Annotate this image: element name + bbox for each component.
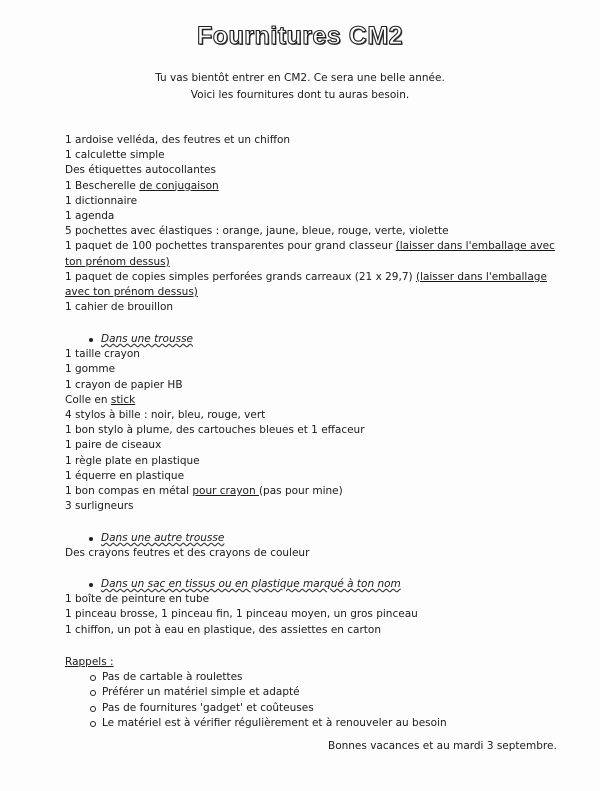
section-heading-autre-trousse: Dans une autre trousse [65, 531, 585, 546]
item-text: 1 règle plate en plastique [65, 454, 200, 467]
item-text: 1 dictionnaire [65, 194, 138, 207]
circle-bullet-icon [90, 675, 96, 681]
list-item [65, 224, 585, 239]
sac-list [65, 592, 585, 638]
item-text: 1 paquet de copies simples perforées grands carreaux (21 x 29,7) [65, 270, 416, 283]
rappel-text: Pas de fournitures 'gadget' et coûteuses [102, 701, 314, 714]
list-item [65, 148, 585, 163]
item-text: 3 surligneurs [65, 500, 134, 513]
item-text: Des crayons feutres et des crayons de couleur [65, 547, 310, 560]
item-text: 1 Bescherelle [65, 179, 140, 192]
autre-trousse-list [65, 546, 585, 561]
rappel-item [65, 701, 585, 716]
bullet-icon [89, 583, 93, 587]
section-heading-sac: Dans un sac en tissus ou en plastique marqué à ton nom [65, 577, 585, 592]
underlined-text: (laisser dans l'emballage avec [395, 240, 555, 253]
list-item [65, 179, 585, 194]
list-item [65, 255, 585, 270]
rappel-text: Pas de cartable à roulettes [102, 671, 243, 684]
item-text: 1 paire de ciseaux [65, 439, 162, 452]
section-heading-trousse: Dans une trousse [65, 332, 585, 347]
item-text: 1 gomme [65, 363, 116, 376]
rappels-list [65, 670, 585, 731]
list-item [65, 194, 585, 209]
item-text: 1 bon compas en métal [65, 484, 193, 497]
list-item [65, 423, 585, 438]
list-item [65, 300, 585, 315]
list-item [65, 454, 585, 469]
item-text: 5 pochettes avec élastiques : orange, jaune, bleue, rouge, verte, violette [65, 225, 449, 238]
rappel-text: Préférer un matériel simple et adapté [102, 686, 300, 699]
list-item [65, 484, 585, 499]
item-text: Des étiquettes autocollantes [65, 164, 216, 177]
rappel-text: Le matériel est à vérifier régulièrement et à renouveler au besoin [102, 716, 447, 729]
list-item [65, 163, 585, 178]
item-text: 1 agenda [65, 209, 115, 222]
trousse-section [65, 332, 585, 514]
underlined-text: stick [110, 393, 136, 406]
list-item [65, 362, 585, 377]
main-supply-list [65, 133, 585, 315]
item-text: 1 pinceau brosse, 1 pinceau fin, 1 pinceau moyen, un gros pinceau [65, 608, 418, 621]
item-text: 1 crayon de papier HB [65, 378, 183, 391]
item-text: 1 équerre en plastique [65, 469, 185, 482]
rappel-item [65, 685, 585, 700]
intro-line-2: Voici les fournitures dont tu auras besoin. [190, 89, 410, 101]
intro-line-1: Tu vas bientôt entrer en CM2. Ce sera une belle année. [155, 72, 445, 84]
autre-trousse-section [65, 531, 585, 561]
list-item [65, 209, 585, 224]
list-item [65, 378, 585, 393]
intro [0, 70, 600, 104]
list-item [65, 469, 585, 484]
list-item [65, 285, 585, 300]
circle-bullet-icon [90, 690, 96, 696]
trousse-list [65, 347, 585, 514]
item-text: Colle en [65, 393, 111, 406]
item-text: 4 stylos à bille : noir, bleu, rouge, vert [65, 408, 266, 421]
item-text: 1 bon stylo à plume, des cartouches bleues et 1 effaceur [65, 424, 365, 437]
item-text: (pas pour mine) [258, 484, 343, 497]
rappels-section [65, 655, 585, 731]
rappel-item [65, 716, 585, 731]
list-item [65, 270, 585, 285]
item-text: 1 paquet de 100 pochettes transparentes pour grand classeur [65, 240, 396, 253]
list-item [65, 546, 585, 561]
page-title: Fournitures CM2 [196, 22, 404, 50]
bullet-icon [89, 338, 93, 342]
list-item [65, 592, 585, 607]
underlined-text: de conjugaison [139, 179, 219, 192]
underlined-text: pour crayon [192, 484, 259, 497]
list-item [65, 347, 585, 362]
circle-bullet-icon [90, 706, 96, 712]
rappel-item [65, 670, 585, 685]
underlined-text: ton prénom dessus) [65, 255, 170, 268]
list-item [65, 408, 585, 423]
list-item [65, 239, 585, 254]
list-item [65, 133, 585, 148]
list-item [65, 393, 585, 408]
list-item [65, 607, 585, 622]
sac-section [65, 577, 585, 638]
item-text: 1 cahier de brouillon [65, 301, 174, 314]
item-text: 1 ardoise velléda, des feutres et un chiffon [65, 134, 291, 146]
rappels-heading: Rappels : [65, 656, 114, 668]
underlined-text: (laisser dans l'emballage [415, 270, 547, 283]
list-item [65, 438, 585, 453]
item-text: 1 chiffon, un pot à eau en plastique, des assiettes en carton [65, 623, 381, 636]
item-text: 1 taille crayon [65, 348, 140, 361]
bullet-icon [89, 537, 93, 541]
list-item [65, 499, 585, 514]
item-text: 1 calculette simple [65, 149, 165, 162]
item-text: 1 boîte de peinture en tube [65, 593, 210, 606]
underlined-text: avec ton prénom dessus) [65, 285, 198, 298]
circle-bullet-icon [90, 721, 96, 727]
closing-line: Bonnes vacances et au mardi 3 septembre. [328, 740, 557, 752]
list-item [65, 623, 585, 638]
